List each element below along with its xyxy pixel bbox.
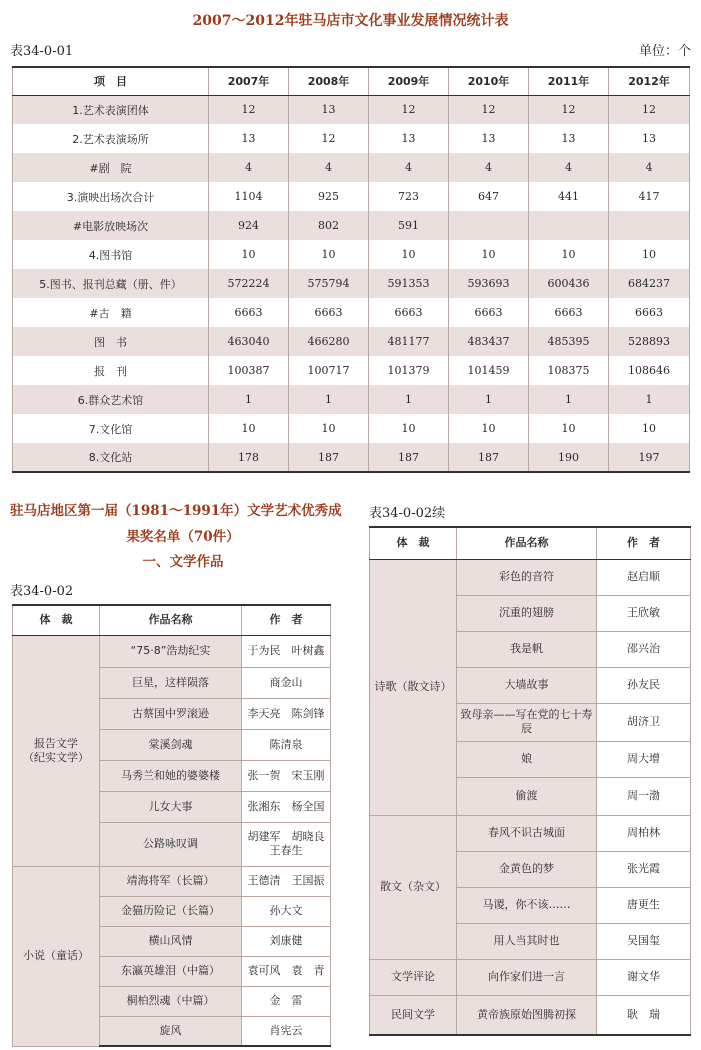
stats-value-cell: 12 (289, 124, 369, 153)
header-work: 作品名称 (457, 527, 597, 559)
header-year: 2012年 (609, 67, 690, 95)
header-author: 作 者 (597, 527, 691, 559)
header-author: 作 者 (242, 605, 331, 635)
work-title-cell: 桐柏烈魂（中篇） (100, 986, 242, 1016)
work-title-cell: 向作家们进一言 (457, 959, 597, 995)
stats-item-label: 图 书 (13, 327, 209, 356)
stats-value-cell: 10 (609, 414, 690, 443)
header-item: 项 目 (13, 67, 209, 95)
header-year: 2007年 (209, 67, 289, 95)
stats-value-cell: 10 (529, 414, 609, 443)
author-cell: 谢文华 (597, 959, 691, 995)
stats-row (13, 124, 690, 153)
author-cell: 张光霞 (597, 851, 691, 887)
stats-value-cell: 528893 (609, 327, 690, 356)
author-cell: 商金山 (242, 667, 331, 698)
stats-item-label: #古 籍 (13, 298, 209, 327)
stats-value-cell: 100387 (209, 356, 289, 385)
author-cell: 孙友民 (597, 667, 691, 703)
stats-row (13, 211, 690, 240)
stats-value-cell: 684237 (609, 269, 690, 298)
stats-row (13, 95, 690, 124)
award-row (370, 815, 691, 851)
work-title-cell: “75·8”浩劫纪实 (100, 635, 242, 667)
award-row (13, 635, 331, 667)
stats-value-cell: 101379 (369, 356, 449, 385)
stats-value-cell: 187 (449, 443, 529, 472)
stats-value-cell: 4 (609, 153, 690, 182)
author-cell: 于为民 叶树鑫 (242, 635, 331, 667)
award-heading-line2: 果奖名单（70件） (126, 529, 240, 545)
work-title-cell: 黄帝族原始图腾初探 (457, 995, 597, 1035)
stats-value-cell: 12 (209, 95, 289, 124)
stats-row (13, 240, 690, 269)
author-cell: 吴国玺 (597, 923, 691, 959)
stats-value-cell: 483437 (449, 327, 529, 356)
award-heading-line1: 驻马店地区第一届（1981～1991年）文学艺术优秀成 (10, 503, 342, 519)
award-header-row (13, 605, 331, 635)
author-cell: 胡建军 胡晓良 王春生 (242, 822, 331, 866)
stats-value-cell: 190 (529, 443, 609, 472)
stats-row (13, 269, 690, 298)
stats-value-cell: 108375 (529, 356, 609, 385)
genre-cell: 诗歌（散文诗） (370, 559, 457, 815)
header-genre: 体 裁 (13, 605, 100, 635)
stats-value-cell: 481177 (369, 327, 449, 356)
header-work: 作品名称 (100, 605, 242, 635)
author-cell: 胡济卫 (597, 703, 691, 741)
stats-value-cell: 10 (449, 240, 529, 269)
stats-value-cell: 1 (609, 385, 690, 414)
stats-value-cell: 187 (369, 443, 449, 472)
stats-value-cell: 13 (609, 124, 690, 153)
genre-cell: 文学评论 (370, 959, 457, 995)
stats-value-cell: 802 (289, 211, 369, 240)
author-cell: 王欣敏 (597, 595, 691, 631)
work-title-cell: 马秀兰和她的婆婆楼 (100, 760, 242, 791)
header-year: 2011年 (529, 67, 609, 95)
award-table-left (12, 604, 331, 1047)
work-title-cell: 古蔡国中罗滚逊 (100, 698, 242, 729)
award-row (370, 559, 691, 595)
stats-row (13, 385, 690, 414)
author-cell: 赵启顺 (597, 559, 691, 595)
stats-value-cell: 10 (609, 240, 690, 269)
author-cell: 周柏林 (597, 815, 691, 851)
author-cell: 耿 瑞 (597, 995, 691, 1035)
stats-value-cell: 197 (609, 443, 690, 472)
award-row (13, 866, 331, 896)
stats-value-cell: 466280 (289, 327, 369, 356)
author-cell: 李天亮 陈剑锋 (242, 698, 331, 729)
stats-item-label: #电影放映场次 (13, 211, 209, 240)
work-title-cell: 沉重的翅膀 (457, 595, 597, 631)
stats-value-cell: 4 (529, 153, 609, 182)
stats-item-label: 6.群众艺术馆 (13, 385, 209, 414)
stats-value-cell: 6663 (529, 298, 609, 327)
stats-value-cell: 187 (289, 443, 369, 472)
stats-value-cell: 10 (369, 414, 449, 443)
stats-value-cell: 12 (369, 95, 449, 124)
stats-item-label: 1.艺术表演团体 (13, 95, 209, 124)
author-cell: 刘康健 (242, 926, 331, 956)
work-title-cell: 春风不识古城面 (457, 815, 597, 851)
stats-value-cell: 4 (209, 153, 289, 182)
stats-table-code: 表34-0-01 (10, 44, 74, 59)
genre-cell: 小说（童话） (13, 866, 100, 1046)
stats-value-cell: 10 (289, 414, 369, 443)
work-title-cell: 用人当其时也 (457, 923, 597, 959)
stats-value-cell: 6663 (609, 298, 690, 327)
work-title-cell: 儿女大事 (100, 791, 242, 822)
stats-header-row (13, 67, 690, 95)
stats-item-label: 报 刊 (13, 356, 209, 385)
stats-value-cell: 591 (369, 211, 449, 240)
award-table-cont-code: 表34-0-02续 (369, 506, 446, 521)
author-cell: 唐更生 (597, 887, 691, 923)
genre-cell: 报告文学 （纪实文学） (13, 635, 100, 866)
work-title-cell: 娘 (457, 741, 597, 777)
stats-value-cell: 1 (369, 385, 449, 414)
stats-value-cell: 591353 (369, 269, 449, 298)
stats-item-label: 5.图书、报刊总藏（册、件） (13, 269, 209, 298)
work-title-cell: 巨星，这样陨落 (100, 667, 242, 698)
work-title-cell: 横山风情 (100, 926, 242, 956)
stats-value-cell: 13 (369, 124, 449, 153)
work-title-cell: 旋风 (100, 1016, 242, 1046)
stats-value-cell: 925 (289, 182, 369, 211)
header-year: 2010年 (449, 67, 529, 95)
stats-value-cell: 4 (369, 153, 449, 182)
stats-value-cell: 463040 (209, 327, 289, 356)
stats-value-cell: 178 (209, 443, 289, 472)
author-cell: 陈清泉 (242, 729, 331, 760)
stats-value-cell: 10 (289, 240, 369, 269)
work-title-cell: 公路咏叹调 (100, 822, 242, 866)
author-cell: 肖宪云 (242, 1016, 331, 1046)
award-table-code: 表34-0-02 (10, 584, 74, 599)
stats-value-cell (609, 211, 690, 240)
award-row (370, 959, 691, 995)
work-title-cell: 马谡，你不该…… (457, 887, 597, 923)
stats-value-cell (449, 211, 529, 240)
stats-value-cell: 647 (449, 182, 529, 211)
award-list-heading (10, 498, 356, 550)
stats-row (13, 153, 690, 182)
work-title-cell: 我是帆 (457, 631, 597, 667)
stats-value-cell: 575794 (289, 269, 369, 298)
author-cell: 王德清 王国振 (242, 866, 331, 896)
author-cell: 周大增 (597, 741, 691, 777)
genre-cell: 散文（杂文） (370, 815, 457, 959)
header-year: 2009年 (369, 67, 449, 95)
work-title-cell: 偷渡 (457, 777, 597, 815)
stats-row (13, 182, 690, 211)
stats-row (13, 356, 690, 385)
section-title: 一、文学作品 (142, 554, 224, 570)
stats-row (13, 414, 690, 443)
work-title-cell: 东瀛英雄泪（中篇） (100, 956, 242, 986)
stats-item-label: #剧 院 (13, 153, 209, 182)
stats-value-cell: 10 (209, 240, 289, 269)
stats-row (13, 298, 690, 327)
stats-value-cell: 13 (209, 124, 289, 153)
award-table-right (369, 526, 691, 1036)
stats-value-cell: 10 (449, 414, 529, 443)
stats-value-cell: 6663 (289, 298, 369, 327)
header-genre: 体 裁 (370, 527, 457, 559)
stats-item-label: 8.文化站 (13, 443, 209, 472)
stats-table-title: 2007～2012年驻马店市文化事业发展情况统计表 (192, 13, 509, 29)
header-year: 2008年 (289, 67, 369, 95)
stats-item-label: 2.艺术表演场所 (13, 124, 209, 153)
stats-value-cell: 13 (529, 124, 609, 153)
award-header-row (370, 527, 691, 559)
stats-value-cell: 4 (449, 153, 529, 182)
stats-value-cell: 1104 (209, 182, 289, 211)
author-cell: 孙大文 (242, 896, 331, 926)
stats-value-cell: 441 (529, 182, 609, 211)
award-row (370, 995, 691, 1035)
stats-value-cell: 723 (369, 182, 449, 211)
work-title-cell: 靖海将军（长篇） (100, 866, 242, 896)
stats-value-cell: 12 (529, 95, 609, 124)
stats-value-cell: 12 (449, 95, 529, 124)
stats-table (12, 66, 690, 473)
work-title-cell: 彩色的音符 (457, 559, 597, 595)
stats-value-cell: 12 (609, 95, 690, 124)
author-cell: 周一渤 (597, 777, 691, 815)
stats-value-cell: 1 (289, 385, 369, 414)
stats-value-cell: 1 (529, 385, 609, 414)
stats-value-cell: 108646 (609, 356, 690, 385)
work-title-cell: 金猫历险记（长篇） (100, 896, 242, 926)
author-cell: 张一贺 宋玉刚 (242, 760, 331, 791)
author-cell: 张湘东 杨全国 (242, 791, 331, 822)
work-title-cell: 大墙故事 (457, 667, 597, 703)
unit-label: 单位：个 (638, 44, 691, 59)
genre-cell: 民间文学 (370, 995, 457, 1035)
stats-value-cell: 13 (449, 124, 529, 153)
work-title-cell: 棠溪剑魂 (100, 729, 242, 760)
stats-value-cell: 572224 (209, 269, 289, 298)
stats-value-cell: 593693 (449, 269, 529, 298)
stats-value-cell: 600436 (529, 269, 609, 298)
stats-value-cell: 924 (209, 211, 289, 240)
work-title-cell: 致母亲——写在党的七十寿辰 (457, 703, 597, 741)
stats-item-label: 4.图书馆 (13, 240, 209, 269)
work-title-cell: 金黄色的梦 (457, 851, 597, 887)
stats-value-cell: 10 (209, 414, 289, 443)
stats-value-cell: 6663 (369, 298, 449, 327)
stats-value-cell: 101459 (449, 356, 529, 385)
stats-value-cell: 1 (209, 385, 289, 414)
stats-value-cell: 10 (369, 240, 449, 269)
stats-item-label: 3.演映出场次合计 (13, 182, 209, 211)
stats-value-cell: 13 (289, 95, 369, 124)
author-cell: 邵兴治 (597, 631, 691, 667)
author-cell: 金 雷 (242, 986, 331, 1016)
stats-item-label: 7.文化馆 (13, 414, 209, 443)
stats-value-cell: 485395 (529, 327, 609, 356)
stats-value-cell: 1 (449, 385, 529, 414)
stats-value-cell: 6663 (449, 298, 529, 327)
author-cell: 袁可风 袁 青 (242, 956, 331, 986)
stats-value-cell (529, 211, 609, 240)
stats-value-cell: 4 (289, 153, 369, 182)
stats-value-cell: 10 (529, 240, 609, 269)
stats-row (13, 443, 690, 472)
stats-row (13, 327, 690, 356)
stats-value-cell: 6663 (209, 298, 289, 327)
stats-value-cell: 417 (609, 182, 690, 211)
stats-value-cell: 100717 (289, 356, 369, 385)
